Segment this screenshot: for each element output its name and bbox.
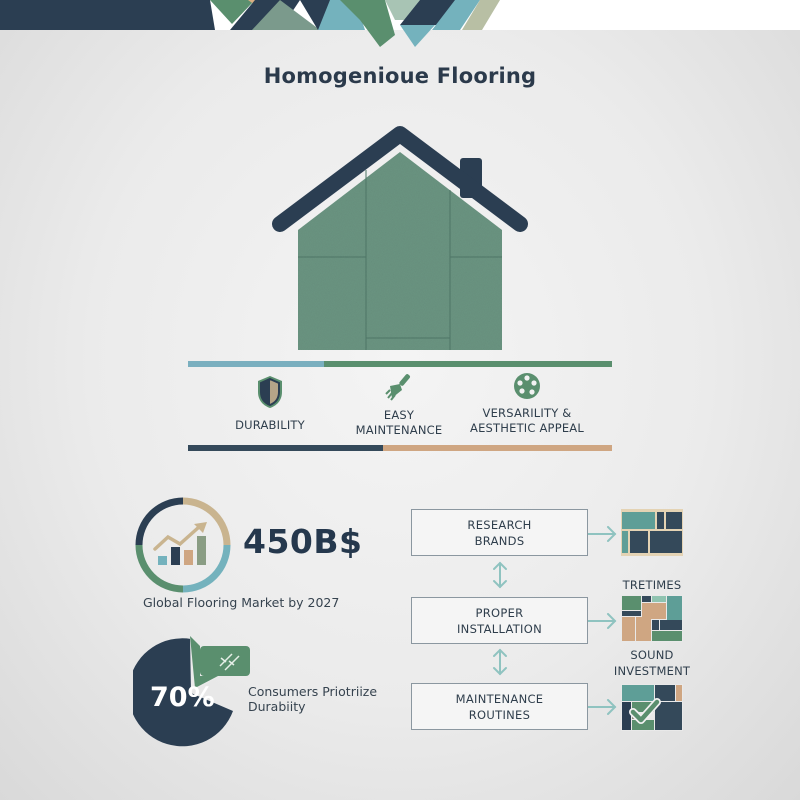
feature-versatility	[462, 372, 592, 436]
tile-pattern-icon	[621, 595, 683, 642]
step-label-line2: INSTALLATION	[456, 621, 542, 636]
feature-easy-maintenance	[344, 372, 454, 438]
outcome-label-line2: INVESTMENT	[613, 664, 691, 678]
consumer-caption-line1: Consumers Priotriize	[248, 684, 378, 699]
outcome-label-line1: SOUND	[630, 648, 674, 662]
geometric-banner	[0, 0, 800, 50]
arrow-right-icon	[588, 699, 618, 715]
feature-bar-top	[188, 361, 612, 367]
feature-label-line1: VERSARILITY &	[482, 406, 572, 420]
tile-pattern-icon	[621, 509, 683, 556]
step-proper-installation	[411, 597, 588, 644]
step-label-line1: PROPER	[475, 605, 524, 620]
page-title: Homogenioue Flooring	[263, 64, 537, 88]
checkmark-tile-icon	[621, 684, 683, 731]
step-label-line1: RESEARCH	[467, 517, 532, 532]
outcome-label: TRETIMES	[622, 578, 682, 592]
double-arrow-icon	[491, 647, 509, 677]
market-caption: Global Flooring Market by 2027	[143, 595, 340, 610]
consumer-caption-line2: Durabiity	[248, 699, 306, 714]
consumer-percentage: 70%	[150, 682, 215, 713]
step-label-line2: BRANDS	[474, 533, 525, 548]
growth-chart-icon	[133, 495, 233, 595]
consumer-caption	[248, 684, 377, 714]
arrow-right-icon	[588, 526, 618, 542]
feature-durability	[222, 374, 318, 433]
arrow-right-icon	[588, 613, 618, 629]
step-label-line1: MAINTENANCE	[455, 691, 544, 706]
feature-label-line2: MAINTENANCE	[355, 423, 443, 437]
brush-icon	[384, 372, 414, 402]
house-icon	[262, 118, 542, 358]
feature-label: DURABILITY	[235, 418, 305, 432]
outcome-label	[602, 647, 702, 679]
step-research-brands	[411, 509, 588, 556]
feature-bar-bottom	[188, 445, 612, 451]
step-label-line2: ROUTINES	[468, 707, 531, 722]
market-value: 450B$	[243, 522, 363, 561]
double-arrow-icon	[491, 560, 509, 590]
shield-icon	[256, 374, 284, 410]
palette-icon	[513, 372, 541, 400]
feature-label-line2: AESTHETIC APPEAL	[470, 421, 584, 435]
step-maintenance-routines	[411, 683, 588, 730]
feature-label-line1: EASY	[383, 408, 415, 422]
